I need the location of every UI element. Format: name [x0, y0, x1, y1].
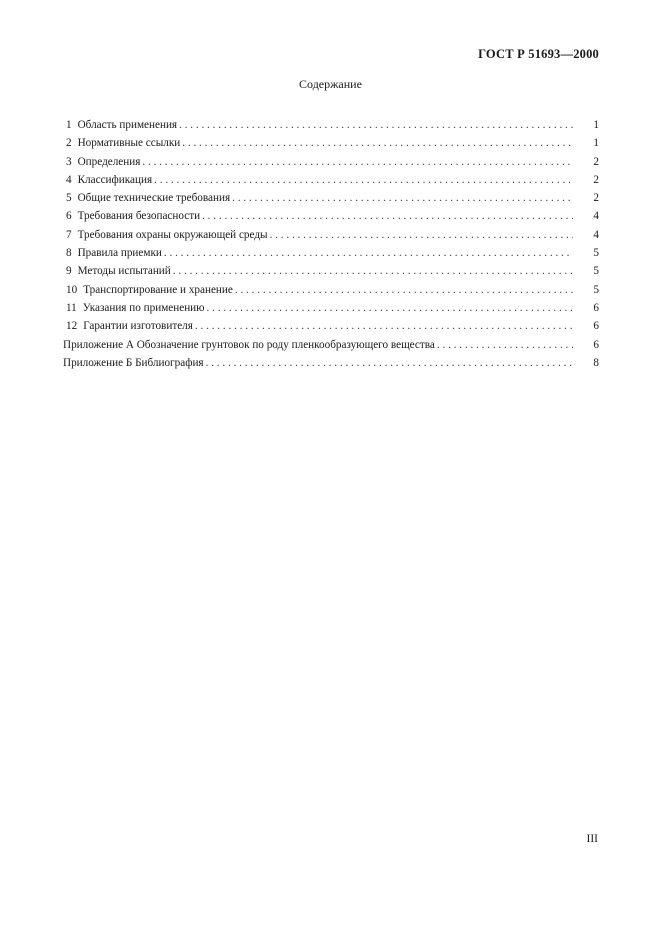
toc-dot-leader — [235, 281, 573, 299]
toc-entry-page: 1 — [593, 119, 599, 131]
toc-dot-leader — [173, 262, 573, 280]
toc-entry[interactable] — [63, 226, 599, 244]
toc-entry-number: 4 — [66, 173, 72, 186]
toc-entry-label: Приложение А Обозначение грунтовок по роду пленкообразующего вещества — [63, 338, 435, 351]
toc-title: Содержание — [299, 77, 362, 91]
toc-entry-page: 4 — [593, 228, 599, 241]
toc-entry[interactable] — [63, 134, 599, 152]
toc-dot-leader — [182, 134, 573, 152]
toc-entry[interactable] — [63, 207, 599, 225]
toc-entry-number: 11 — [66, 301, 77, 314]
toc-entry-label: Транспортирование и хранение — [83, 283, 233, 296]
toc-entry-number: 3 — [66, 155, 72, 168]
toc-entry-appendix-a[interactable] — [63, 336, 599, 354]
toc-entry-number: 1 — [66, 119, 72, 131]
toc-dot-leader — [207, 299, 573, 317]
page-number: III — [586, 833, 598, 845]
toc-entry[interactable] — [63, 281, 599, 299]
toc-entry-page: 2 — [593, 173, 599, 186]
toc-entry[interactable] — [63, 189, 599, 207]
toc-entry[interactable] — [63, 262, 599, 280]
toc-entry-label: Гарантии изготовителя — [83, 320, 193, 333]
toc-dot-leader — [202, 207, 573, 225]
toc-entry[interactable] — [63, 317, 599, 335]
toc-entry-page: 6 — [593, 338, 599, 351]
toc-entry-number: 6 — [66, 210, 72, 223]
document-code: ГОСТ Р 51693—2000 — [478, 47, 599, 61]
toc-dot-leader — [270, 226, 573, 244]
toc-entry-number: 8 — [66, 247, 72, 260]
toc-entry-page: 5 — [593, 247, 599, 260]
toc-entry-label: Определения — [77, 155, 141, 168]
toc-dot-leader — [142, 153, 573, 171]
toc-entry[interactable] — [63, 171, 599, 189]
toc-entry-page: 8 — [593, 356, 599, 369]
toc-dot-leader — [154, 171, 573, 189]
toc-dot-leader — [437, 336, 573, 354]
toc-entry-label: Область применения — [77, 119, 178, 131]
toc-entry-label: Методы испытаний — [77, 265, 171, 278]
table-of-contents — [63, 116, 599, 372]
toc-entry-page: 2 — [593, 192, 599, 205]
toc-dot-leader — [232, 189, 573, 207]
toc-entry-number: 12 — [66, 320, 78, 333]
toc-entry-number: 9 — [66, 265, 72, 278]
toc-dot-leader — [179, 116, 573, 134]
toc-entry-page: 1 — [593, 137, 599, 150]
toc-entry-label: Нормативные ссылки — [77, 137, 181, 150]
toc-entry[interactable] — [63, 116, 599, 134]
toc-entry-page: 5 — [593, 283, 599, 296]
toc-entry-page: 6 — [593, 301, 599, 314]
toc-entry-page: 6 — [593, 320, 599, 333]
toc-entry-label: Приложение Б Библиография — [63, 356, 204, 369]
toc-entry-number: 10 — [66, 283, 78, 296]
toc-entry-label: Классификация — [77, 173, 153, 186]
toc-entry-number: 2 — [66, 137, 72, 150]
toc-dot-leader — [195, 317, 573, 335]
toc-entry-number: 7 — [66, 228, 72, 241]
toc-entry-page: 5 — [593, 265, 599, 278]
toc-entry-number: 5 — [66, 192, 72, 205]
toc-entry-page: 2 — [593, 155, 599, 168]
toc-entry-page: 4 — [593, 210, 599, 223]
toc-dot-leader — [164, 244, 573, 262]
toc-entry[interactable] — [63, 299, 599, 317]
toc-entry-appendix-b[interactable] — [63, 354, 599, 372]
toc-entry-label: Общие технические требования — [77, 192, 231, 205]
toc-entry-label: Требования безопасности — [77, 210, 201, 223]
toc-entry-label: Правила приемки — [77, 247, 162, 260]
toc-dot-leader — [206, 354, 573, 372]
toc-entry-label: Указания по применению — [82, 301, 205, 314]
toc-entry[interactable] — [63, 244, 599, 262]
toc-entry-label: Требования охраны окружающей среды — [77, 228, 268, 241]
toc-entry[interactable] — [63, 153, 599, 171]
